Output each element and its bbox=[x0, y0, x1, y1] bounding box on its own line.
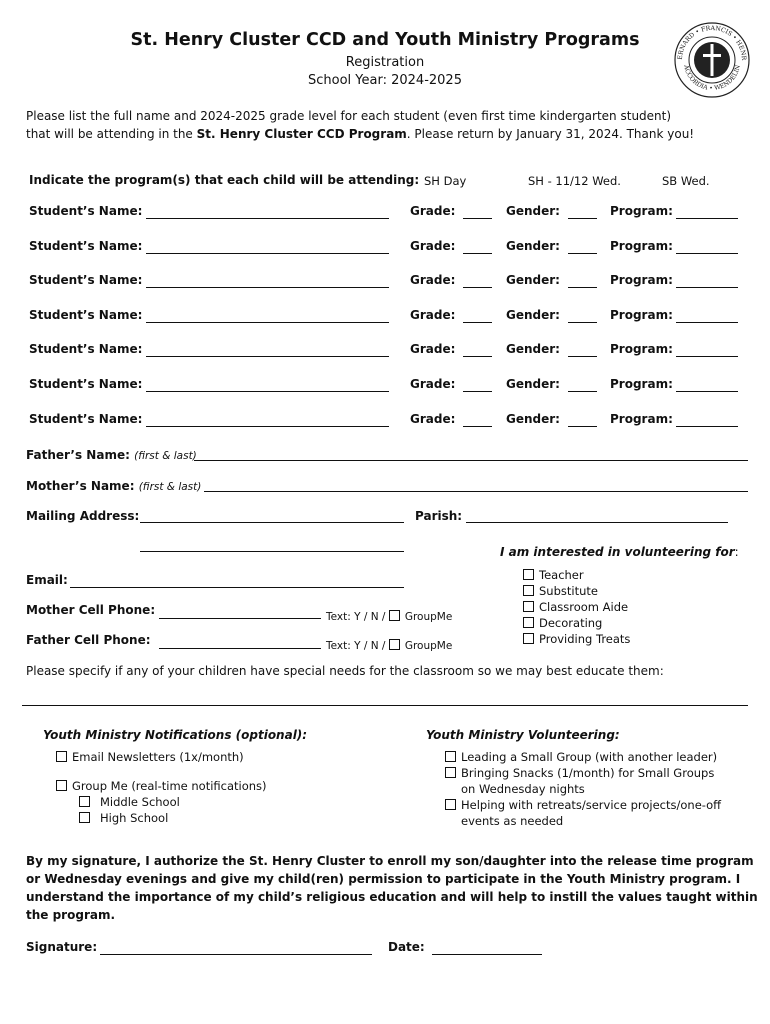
school-year: School Year: 2024-2025 bbox=[308, 73, 462, 88]
signature-label: Signature: bbox=[26, 940, 98, 954]
checkbox-icon[interactable] bbox=[523, 633, 534, 644]
gender-field[interactable] bbox=[568, 426, 597, 427]
gender-label: Gender: bbox=[506, 239, 560, 253]
volunteer-option-decorating[interactable]: Decorating bbox=[523, 615, 630, 631]
program-label: Program: bbox=[610, 273, 673, 287]
student-name-label: Student’s Name: bbox=[29, 239, 143, 253]
gender-field[interactable] bbox=[568, 287, 597, 288]
program-field[interactable] bbox=[676, 253, 738, 254]
program-field[interactable] bbox=[676, 391, 738, 392]
grade-field[interactable] bbox=[463, 287, 492, 288]
father-name-field[interactable] bbox=[194, 460, 748, 461]
program-option-sh-day[interactable]: SH Day bbox=[424, 174, 467, 188]
grade-field[interactable] bbox=[463, 426, 492, 427]
signature-field[interactable] bbox=[100, 954, 372, 955]
student-name-label: Student’s Name: bbox=[29, 377, 143, 391]
email-field[interactable] bbox=[70, 587, 404, 588]
checkbox-icon[interactable] bbox=[523, 585, 534, 596]
youth-vol-small-group-option[interactable]: Leading a Small Group (with another leader) bbox=[445, 750, 717, 764]
groupme-checkbox-icon[interactable] bbox=[389, 610, 400, 621]
program-label: Program: bbox=[610, 412, 673, 426]
father-text-option[interactable]: Text: Y / N / GroupMe bbox=[326, 640, 453, 652]
youth-vol-retreats-line-2: events as needed bbox=[461, 814, 564, 828]
student-name-label: Student’s Name: bbox=[29, 308, 143, 322]
registration-subtitle: Registration bbox=[345, 55, 425, 70]
youth-email-newsletters-option[interactable]: Email Newsletters (1x/month) bbox=[56, 750, 244, 764]
program-field[interactable] bbox=[676, 218, 738, 219]
checkbox-icon[interactable] bbox=[523, 569, 534, 580]
checkbox-icon[interactable] bbox=[79, 796, 90, 807]
checkbox-icon[interactable] bbox=[445, 767, 456, 778]
volunteer-option-substitute[interactable]: Substitute bbox=[523, 583, 630, 599]
program-field[interactable] bbox=[676, 356, 738, 357]
checkbox-icon[interactable] bbox=[445, 799, 456, 810]
seal-text-bottom: ACCORDIA • WENDELIN bbox=[682, 64, 742, 93]
father-name-label: Father’s Name: (first & last) bbox=[26, 448, 197, 462]
program-option-sb-wed[interactable]: SB Wed. bbox=[662, 174, 710, 188]
mailing-address-field[interactable] bbox=[140, 522, 404, 523]
gender-label: Gender: bbox=[506, 412, 560, 426]
youth-middle-school-option[interactable]: Middle School bbox=[79, 795, 180, 809]
grade-label: Grade: bbox=[410, 239, 456, 253]
gender-label: Gender: bbox=[506, 342, 560, 356]
gender-field[interactable] bbox=[568, 218, 597, 219]
volunteer-options bbox=[523, 567, 630, 647]
program-indicator-label: Indicate the program(s) that each child will be attending: bbox=[29, 173, 420, 187]
program-label: Program: bbox=[610, 342, 673, 356]
student-name-field[interactable] bbox=[146, 253, 389, 254]
special-needs-field[interactable] bbox=[22, 705, 748, 706]
program-option-sh-wed[interactable]: SH - 11/12 Wed. bbox=[528, 174, 621, 188]
student-name-label: Student’s Name: bbox=[29, 412, 143, 426]
youth-high-school-option[interactable]: High School bbox=[79, 811, 168, 825]
mother-text-option[interactable]: Text: Y / N / GroupMe bbox=[326, 611, 453, 623]
youth-vol-snacks-line-2: on Wednesday nights bbox=[461, 782, 585, 796]
youth-vol-snacks-option[interactable]: Bringing Snacks (1/month) for Small Groups bbox=[445, 766, 714, 780]
seal-text-top: ERNARD • FRANCIS • HENR bbox=[676, 24, 748, 61]
grade-field[interactable] bbox=[463, 322, 492, 323]
student-name-field[interactable] bbox=[146, 356, 389, 357]
youth-notifications-heading: Youth Ministry Notifications (optional): bbox=[43, 728, 308, 742]
groupme-checkbox-icon[interactable] bbox=[389, 639, 400, 650]
student-name-field[interactable] bbox=[146, 287, 389, 288]
checkbox-icon[interactable] bbox=[56, 751, 67, 762]
parish-seal-logo bbox=[672, 20, 752, 100]
mother-cell-label: Mother Cell Phone: bbox=[26, 603, 156, 617]
mailing-address-field-line-2[interactable] bbox=[140, 551, 404, 552]
program-field[interactable] bbox=[676, 287, 738, 288]
volunteer-option-teacher[interactable]: Teacher bbox=[523, 567, 630, 583]
mother-name-field[interactable] bbox=[204, 491, 748, 492]
grade-label: Grade: bbox=[410, 377, 456, 391]
volunteer-heading: I am interested in volunteering for: bbox=[500, 545, 739, 559]
program-label: Program: bbox=[610, 239, 673, 253]
student-name-field[interactable] bbox=[146, 426, 389, 427]
student-name-field[interactable] bbox=[146, 322, 389, 323]
grade-label: Grade: bbox=[410, 412, 456, 426]
checkbox-icon[interactable] bbox=[79, 812, 90, 823]
student-name-label: Student’s Name: bbox=[29, 204, 143, 218]
mother-name-label: Mother’s Name: (first & last) bbox=[26, 479, 202, 493]
grade-label: Grade: bbox=[410, 204, 456, 218]
checkbox-icon[interactable] bbox=[445, 751, 456, 762]
gender-field[interactable] bbox=[568, 322, 597, 323]
gender-field[interactable] bbox=[568, 253, 597, 254]
gender-label: Gender: bbox=[506, 308, 560, 322]
gender-field[interactable] bbox=[568, 356, 597, 357]
grade-field[interactable] bbox=[463, 218, 492, 219]
grade-label: Grade: bbox=[410, 273, 456, 287]
parish-label: Parish: bbox=[415, 509, 463, 523]
youth-vol-retreats-option[interactable]: Helping with retreats/service projects/one-off bbox=[445, 798, 721, 812]
student-name-field[interactable] bbox=[146, 391, 389, 392]
grade-label: Grade: bbox=[410, 342, 456, 356]
date-label: Date: bbox=[388, 940, 425, 954]
checkbox-icon[interactable] bbox=[523, 617, 534, 628]
page-title: St. Henry Cluster CCD and Youth Ministry Programs bbox=[130, 30, 640, 50]
student-name-label: Student’s Name: bbox=[29, 273, 143, 287]
authorization-statement: By my signature, I authorize the St. Henry Cluster to enroll my son/daughter into the release time program or Wednesday evenings and give my child(ren) permission to participate in the Youth Ministry program. I understand the importance of my child’s religious education and will help to instill the values taught within the program. bbox=[26, 854, 758, 922]
grade-field[interactable] bbox=[463, 391, 492, 392]
checkbox-icon[interactable] bbox=[56, 780, 67, 791]
date-field[interactable] bbox=[432, 954, 542, 955]
email-label: Email: bbox=[26, 573, 68, 587]
youth-volunteering-heading: Youth Ministry Volunteering: bbox=[426, 728, 620, 742]
father-cell-field[interactable] bbox=[159, 648, 321, 649]
checkbox-icon[interactable] bbox=[523, 601, 534, 612]
volunteer-option-classroom-aide[interactable]: Classroom Aide bbox=[523, 599, 630, 615]
student-name-label: Student’s Name: bbox=[29, 342, 143, 356]
special-needs-prompt: Please specify if any of your children have special needs for the classroom so we may best educate them: bbox=[26, 664, 664, 678]
gender-label: Gender: bbox=[506, 204, 560, 218]
grade-label: Grade: bbox=[410, 308, 456, 322]
grade-field[interactable] bbox=[463, 356, 492, 357]
gender-label: Gender: bbox=[506, 377, 560, 391]
program-field[interactable] bbox=[676, 322, 738, 323]
gender-label: Gender: bbox=[506, 273, 560, 287]
youth-groupme-option[interactable]: Group Me (real-time notifications) bbox=[56, 779, 267, 793]
father-cell-label: Father Cell Phone: bbox=[26, 633, 151, 647]
intro-line-2: that will be attending in the St. Henry Cluster CCD Program. Please return by January 31, 2024. Thank you! bbox=[26, 127, 695, 141]
student-name-field[interactable] bbox=[146, 218, 389, 219]
parish-field[interactable] bbox=[466, 522, 728, 523]
gender-field[interactable] bbox=[568, 391, 597, 392]
intro-line-1: Please list the full name and 2024-2025 grade level for each student (even first time kindergarten student) bbox=[26, 109, 672, 123]
volunteer-option-providing-treats[interactable]: Providing Treats bbox=[523, 631, 630, 647]
grade-field[interactable] bbox=[463, 253, 492, 254]
program-label: Program: bbox=[610, 204, 673, 218]
program-field[interactable] bbox=[676, 426, 738, 427]
program-label: Program: bbox=[610, 377, 673, 391]
program-label: Program: bbox=[610, 308, 673, 322]
mother-cell-field[interactable] bbox=[159, 618, 321, 619]
mailing-address-label: Mailing Address: bbox=[26, 509, 140, 523]
